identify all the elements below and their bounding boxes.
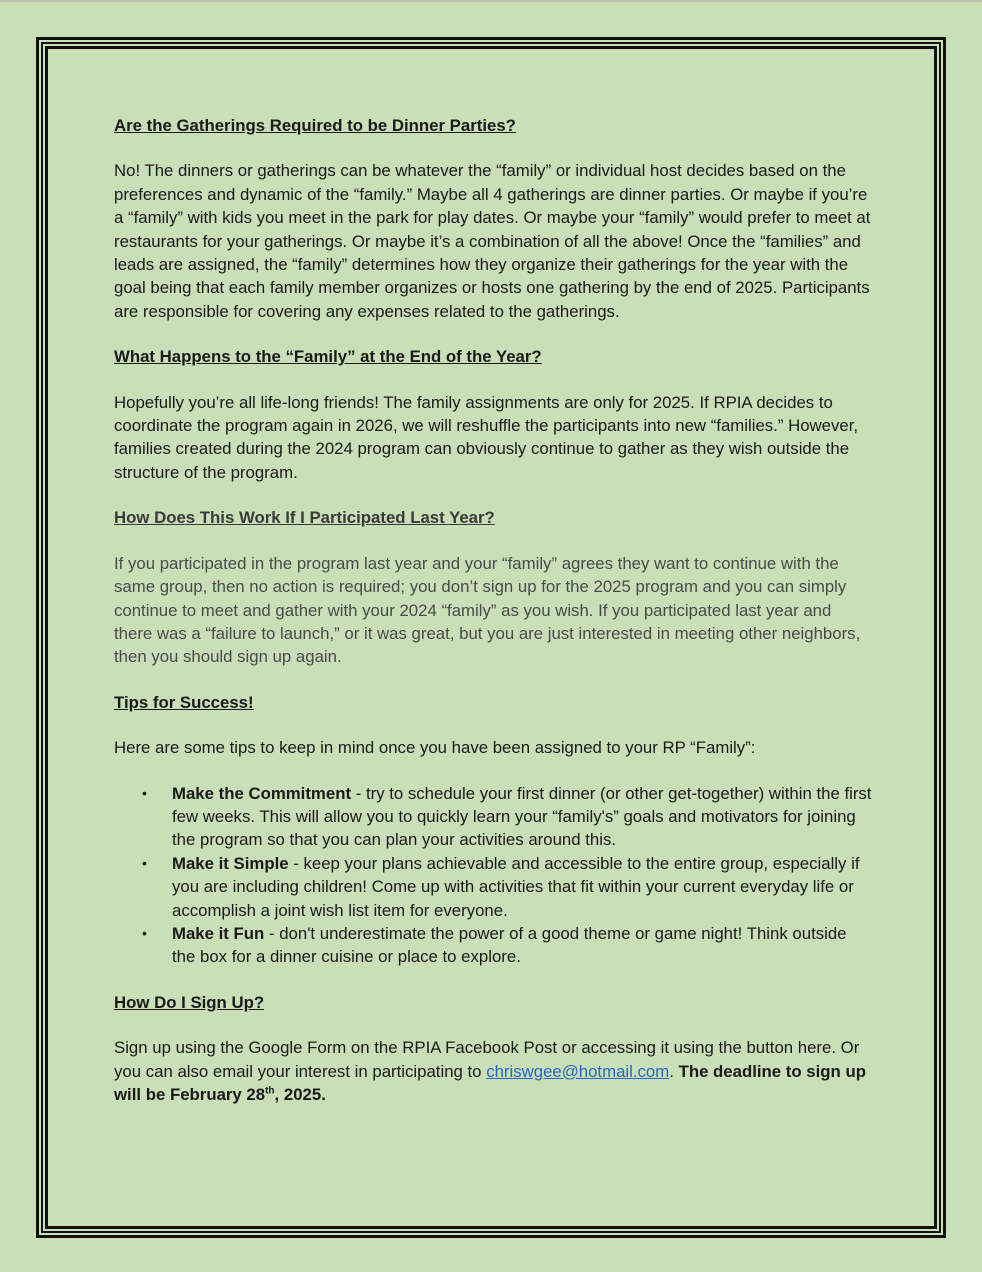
section-heading-tips: Tips for Success! [114, 692, 254, 712]
section-heading-gatherings: Are the Gatherings Required to be Dinner Parties? [114, 116, 516, 135]
tip-text: - keep your plans achievable and accessible to the entire group, especially if you are including children! Come up with activities that fit within your current everyday life or accomplish a joint wish list item for everyone. [172, 853, 860, 920]
bullet-icon: • [142, 924, 147, 941]
tips-list [114, 782, 874, 969]
signup-text-2: . [669, 1061, 679, 1081]
section-body-signup [114, 1036, 874, 1106]
section-heading-signup: How Do I Sign Up? [114, 992, 265, 1012]
signup-text: Sign up using the Google Form on the RPIA Facebook Post or accessing it using the button here. Or you can also email your interest in participating to [114, 1038, 860, 1081]
tip-title: Make it Fun [172, 923, 265, 943]
tip-item-simple [142, 852, 874, 922]
bullet-icon: • [142, 854, 147, 871]
tip-text: - try to schedule your first dinner (or other get-together) within the first few weeks. This will allow you to quickly learn your “family's” goals and motivators for joining the program so that you can plan your activities around this. [172, 783, 872, 850]
top-rule [0, 0, 982, 2]
tip-title: Make it Simple [172, 853, 289, 873]
tip-item-fun [142, 922, 874, 969]
section-body-tips-intro: Here are some tips to keep in mind once you have been assigned to your RP “Family”: [114, 738, 756, 758]
tip-title: Make the Commitment [172, 783, 352, 803]
section-body-end-of-year: Hopefully you’re all life-long friends! The family assignments are only for 2025. If RPIA decides to coordinate the program again in 2026, we will reshuffle the participants into new “families.” However, families created during the 2024 program can obviously continue to gather as they wish outside the structure of the program. [114, 392, 859, 482]
section-heading-end-of-year: What Happens to the “Family” at the End of the Year? [114, 347, 542, 367]
section-heading-last-year: How Does This Work If I Participated Last Year? [114, 508, 495, 528]
deadline-prefix: The deadline to sign up will be February 28 [114, 1061, 866, 1104]
tip-item-commitment [142, 782, 874, 852]
deadline-ordinal: th [265, 1085, 275, 1097]
bullet-icon: • [142, 784, 147, 801]
document-body [114, 114, 874, 1128]
tip-text: - don't underestimate the power of a good theme or game night! Think outside the box for a dinner cuisine or place to explore. [172, 923, 847, 967]
deadline-suffix: , 2025. [274, 1085, 326, 1104]
section-body-gatherings: No! The dinners or gatherings can be whatever the “family” or individual host decides based on the preferences and dynamic of the “family.” Maybe all 4 gatherings are dinner parties. Or maybe if you’re a “family” with kids you meet in the park for play dates. Or maybe your “family” would prefer to meet at restaurants for your gatherings. Or maybe it’s a combination of all the above! Once the “families” and leads are assigned, the “family” determines how they organize their gatherings for the year with the goal being that each family member organizes or hosts one gathering by the end of 2025. Participants are responsible for covering any expenses related to the gatherings. [114, 161, 871, 321]
email-link[interactable]: chriswgee@hotmail.com [486, 1061, 670, 1081]
section-body-last-year: If you participated in the program last year and your “family” agrees they want to continue with the same group, then no action is required; you don’t sign up for the 2025 program and you can simply continue to meet and gather with your 2024 “family” as you wish. If you participated last year and there was a “failure to launch,” or it was great, but you are just interested in meeting other neighbors, then you should sign up again. [114, 553, 861, 667]
